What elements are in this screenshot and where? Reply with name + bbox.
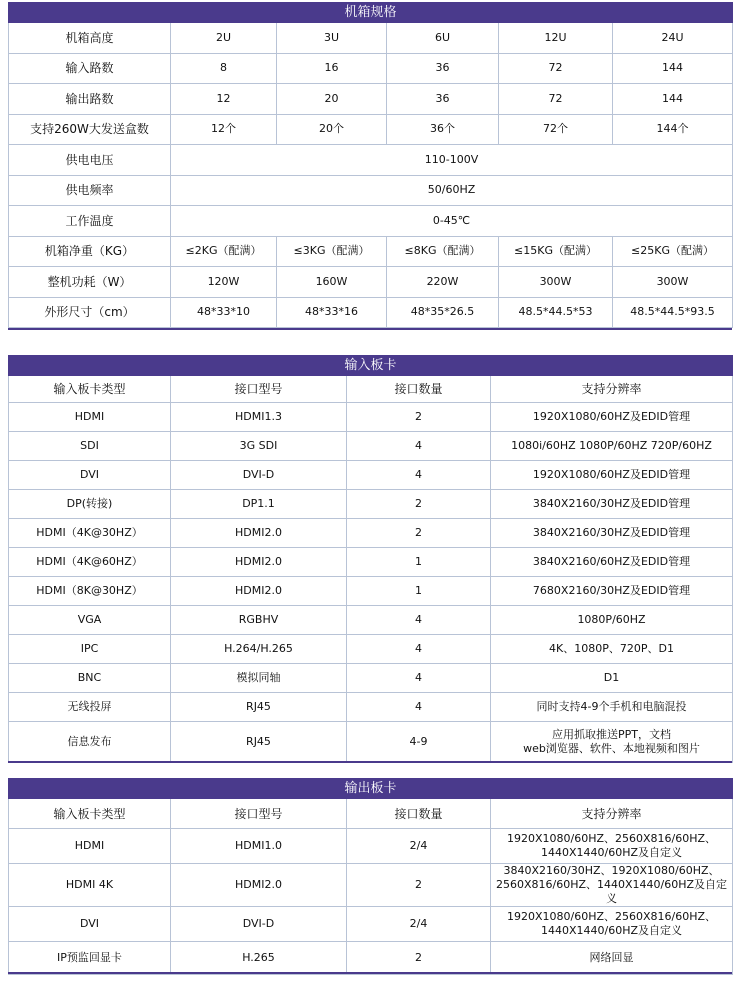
cell-value: DP1.1 <box>171 490 347 519</box>
cell-value: 4 <box>347 664 491 693</box>
chassis-title: 机箱规格 <box>9 3 733 23</box>
cell-value: H.264/H.265 <box>171 635 347 664</box>
table-row <box>9 548 733 577</box>
cell-value: 20个 <box>277 114 387 145</box>
cell-value: 模拟同轴 <box>171 664 347 693</box>
cell-value: 120W <box>171 267 277 298</box>
table-row <box>9 84 733 115</box>
cell-value: 3840X2160/60HZ及EDID管理 <box>491 548 733 577</box>
row-label: 机箱高度 <box>9 23 171 54</box>
row-label: 支持260W大发送盒数 <box>9 114 171 145</box>
table-row <box>9 864 733 907</box>
cell-value: 1 <box>347 577 491 606</box>
row-label: 机箱净重（KG） <box>9 236 171 267</box>
cell-value: 144 <box>613 84 733 115</box>
cell-value: 36 <box>387 53 499 84</box>
column-header: 接口型号 <box>171 799 347 829</box>
merged-value: 0-45℃ <box>171 206 733 237</box>
column-header: 支持分辨率 <box>491 799 733 829</box>
cell-value: 1920X1080/60HZ及EDID管理 <box>491 461 733 490</box>
cell-value: 16 <box>277 53 387 84</box>
cell-value: 1 <box>347 548 491 577</box>
cell-value: RGBHV <box>171 606 347 635</box>
cell-value: 1920X1080/60HZ、2560X816/60HZ、 1440X1440/60HZ及自定义 <box>491 829 733 864</box>
cell-value: DVI-D <box>171 461 347 490</box>
cell-value: 4 <box>347 432 491 461</box>
cell-value: HDMI <box>9 829 171 864</box>
cell-value: H.265 <box>171 942 347 975</box>
cell-value: 220W <box>387 267 499 298</box>
row-label: 供电频率 <box>9 175 171 206</box>
table-row <box>9 145 733 176</box>
table-row <box>9 297 733 328</box>
cell-value: 12个 <box>171 114 277 145</box>
output-cards-title: 输出板卡 <box>9 779 733 799</box>
cell-value: 3840X2160/30HZ、1920X1080/60HZ、 2560X816/60HZ、1440X1440/60HZ及自定义 <box>491 864 733 907</box>
cell-value: 48*33*10 <box>171 297 277 328</box>
header-row <box>9 376 733 403</box>
cell-value: 2 <box>347 942 491 975</box>
cell-value: 2/4 <box>347 829 491 864</box>
table-row <box>9 829 733 864</box>
cell-value: HDMI2.0 <box>171 577 347 606</box>
cell-value: 4 <box>347 635 491 664</box>
cell-value: 1920X1080/60HZ、2560X816/60HZ、 1440X1440/60HZ及自定义 <box>491 907 733 942</box>
row-label: 整机功耗（W） <box>9 267 171 298</box>
column-header: 支持分辨率 <box>491 376 733 403</box>
table-row <box>9 664 733 693</box>
cell-value: 3U <box>277 23 387 54</box>
cell-value: RJ45 <box>171 693 347 722</box>
cell-value: 24U <box>613 23 733 54</box>
table-row <box>9 53 733 84</box>
cell-value: DVI <box>9 907 171 942</box>
column-header: 输入板卡类型 <box>9 799 171 829</box>
cell-value: 网络回显 <box>491 942 733 975</box>
table-row <box>9 722 733 763</box>
cell-value: RJ45 <box>171 722 347 763</box>
cell-value: 72个 <box>499 114 613 145</box>
cell-value: 20 <box>277 84 387 115</box>
cell-value: 8 <box>171 53 277 84</box>
cell-value: 3G SDI <box>171 432 347 461</box>
table-row <box>9 461 733 490</box>
section-divider <box>8 972 732 974</box>
cell-value: 无线投屏 <box>9 693 171 722</box>
cell-value: ≤15KG（配满） <box>499 236 613 267</box>
cell-value: 48.5*44.5*93.5 <box>613 297 733 328</box>
cell-value: DP(转接) <box>9 490 171 519</box>
cell-value: 4 <box>347 693 491 722</box>
cell-value: 同时支持4-9个手机和电脑混投 <box>491 693 733 722</box>
cell-value: HDMI（4K@60HZ） <box>9 548 171 577</box>
table-row <box>9 606 733 635</box>
column-header: 输入板卡类型 <box>9 376 171 403</box>
cell-value: ≤2KG（配满） <box>171 236 277 267</box>
column-header: 接口数量 <box>347 376 491 403</box>
cell-value: SDI <box>9 432 171 461</box>
cell-value: 2U <box>171 23 277 54</box>
cell-value: ≤8KG（配满） <box>387 236 499 267</box>
cell-value: 144个 <box>613 114 733 145</box>
row-label: 外形尺寸（cm） <box>9 297 171 328</box>
cell-value: 160W <box>277 267 387 298</box>
cell-value: 6U <box>387 23 499 54</box>
cell-value: 1080i/60HZ 1080P/60HZ 720P/60HZ <box>491 432 733 461</box>
cell-value: 4 <box>347 461 491 490</box>
table-row <box>9 432 733 461</box>
cell-value: ≤3KG（配满） <box>277 236 387 267</box>
cell-value: HDMI2.0 <box>171 548 347 577</box>
row-label: 供电电压 <box>9 145 171 176</box>
table-row <box>9 175 733 206</box>
row-label: 输出路数 <box>9 84 171 115</box>
merged-value: 50/60HZ <box>171 175 733 206</box>
row-label: 工作温度 <box>9 206 171 237</box>
cell-value: 300W <box>613 267 733 298</box>
cell-value: 2/4 <box>347 907 491 942</box>
cell-value: VGA <box>9 606 171 635</box>
cell-value: 3840X2160/30HZ及EDID管理 <box>491 519 733 548</box>
cell-value: 36个 <box>387 114 499 145</box>
cell-value: HDMI（4K@30HZ） <box>9 519 171 548</box>
cell-value: 2 <box>347 864 491 907</box>
cell-value: 4 <box>347 606 491 635</box>
cell-value: HDMI 4K <box>9 864 171 907</box>
cell-value: 4-9 <box>347 722 491 763</box>
section-divider <box>8 761 732 763</box>
input-cards-table <box>8 355 733 763</box>
cell-value: IP预监回显卡 <box>9 942 171 975</box>
cell-value: HDMI1.3 <box>171 403 347 432</box>
cell-value: 3840X2160/30HZ及EDID管理 <box>491 490 733 519</box>
cell-value: HDMI（8K@30HZ） <box>9 577 171 606</box>
cell-value: 1920X1080/60HZ及EDID管理 <box>491 403 733 432</box>
table-row <box>9 635 733 664</box>
input-cards-title: 输入板卡 <box>9 356 733 376</box>
table-row <box>9 907 733 942</box>
cell-value: 应用抓取推送PPT，文档 web浏览器、软件、本地视频和图片 <box>491 722 733 763</box>
table-row <box>9 519 733 548</box>
table-row <box>9 490 733 519</box>
chassis-spec-table <box>8 2 733 328</box>
cell-value: 2 <box>347 490 491 519</box>
table-row <box>9 206 733 237</box>
header-row <box>9 799 733 829</box>
column-header: 接口型号 <box>171 376 347 403</box>
cell-value: HDMI2.0 <box>171 519 347 548</box>
cell-value: IPC <box>9 635 171 664</box>
cell-value: 12U <box>499 23 613 54</box>
output-cards-table <box>8 778 733 975</box>
cell-value: 1080P/60HZ <box>491 606 733 635</box>
cell-value: ≤25KG（配满） <box>613 236 733 267</box>
cell-value: DVI <box>9 461 171 490</box>
cell-value: 4K、1080P、720P、D1 <box>491 635 733 664</box>
cell-value: HDMI2.0 <box>171 864 347 907</box>
section-divider <box>8 328 732 330</box>
cell-value: 72 <box>499 53 613 84</box>
cell-value: HDMI1.0 <box>171 829 347 864</box>
cell-value: BNC <box>9 664 171 693</box>
table-row <box>9 577 733 606</box>
cell-value: 48.5*44.5*53 <box>499 297 613 328</box>
cell-value: DVI-D <box>171 907 347 942</box>
table-row <box>9 23 733 54</box>
cell-value: 7680X2160/30HZ及EDID管理 <box>491 577 733 606</box>
cell-value: 36 <box>387 84 499 115</box>
cell-value: 144 <box>613 53 733 84</box>
table-row <box>9 236 733 267</box>
table-row <box>9 693 733 722</box>
cell-value: 72 <box>499 84 613 115</box>
cell-value: 300W <box>499 267 613 298</box>
cell-value: 48*35*26.5 <box>387 297 499 328</box>
table-row <box>9 267 733 298</box>
table-row <box>9 942 733 975</box>
column-header: 接口数量 <box>347 799 491 829</box>
cell-value: 2 <box>347 519 491 548</box>
cell-value: 信息发布 <box>9 722 171 763</box>
cell-value: HDMI <box>9 403 171 432</box>
table-row <box>9 114 733 145</box>
cell-value: 2 <box>347 403 491 432</box>
cell-value: D1 <box>491 664 733 693</box>
merged-value: 110-100V <box>171 145 733 176</box>
row-label: 输入路数 <box>9 53 171 84</box>
cell-value: 12 <box>171 84 277 115</box>
table-row <box>9 403 733 432</box>
cell-value: 48*33*16 <box>277 297 387 328</box>
